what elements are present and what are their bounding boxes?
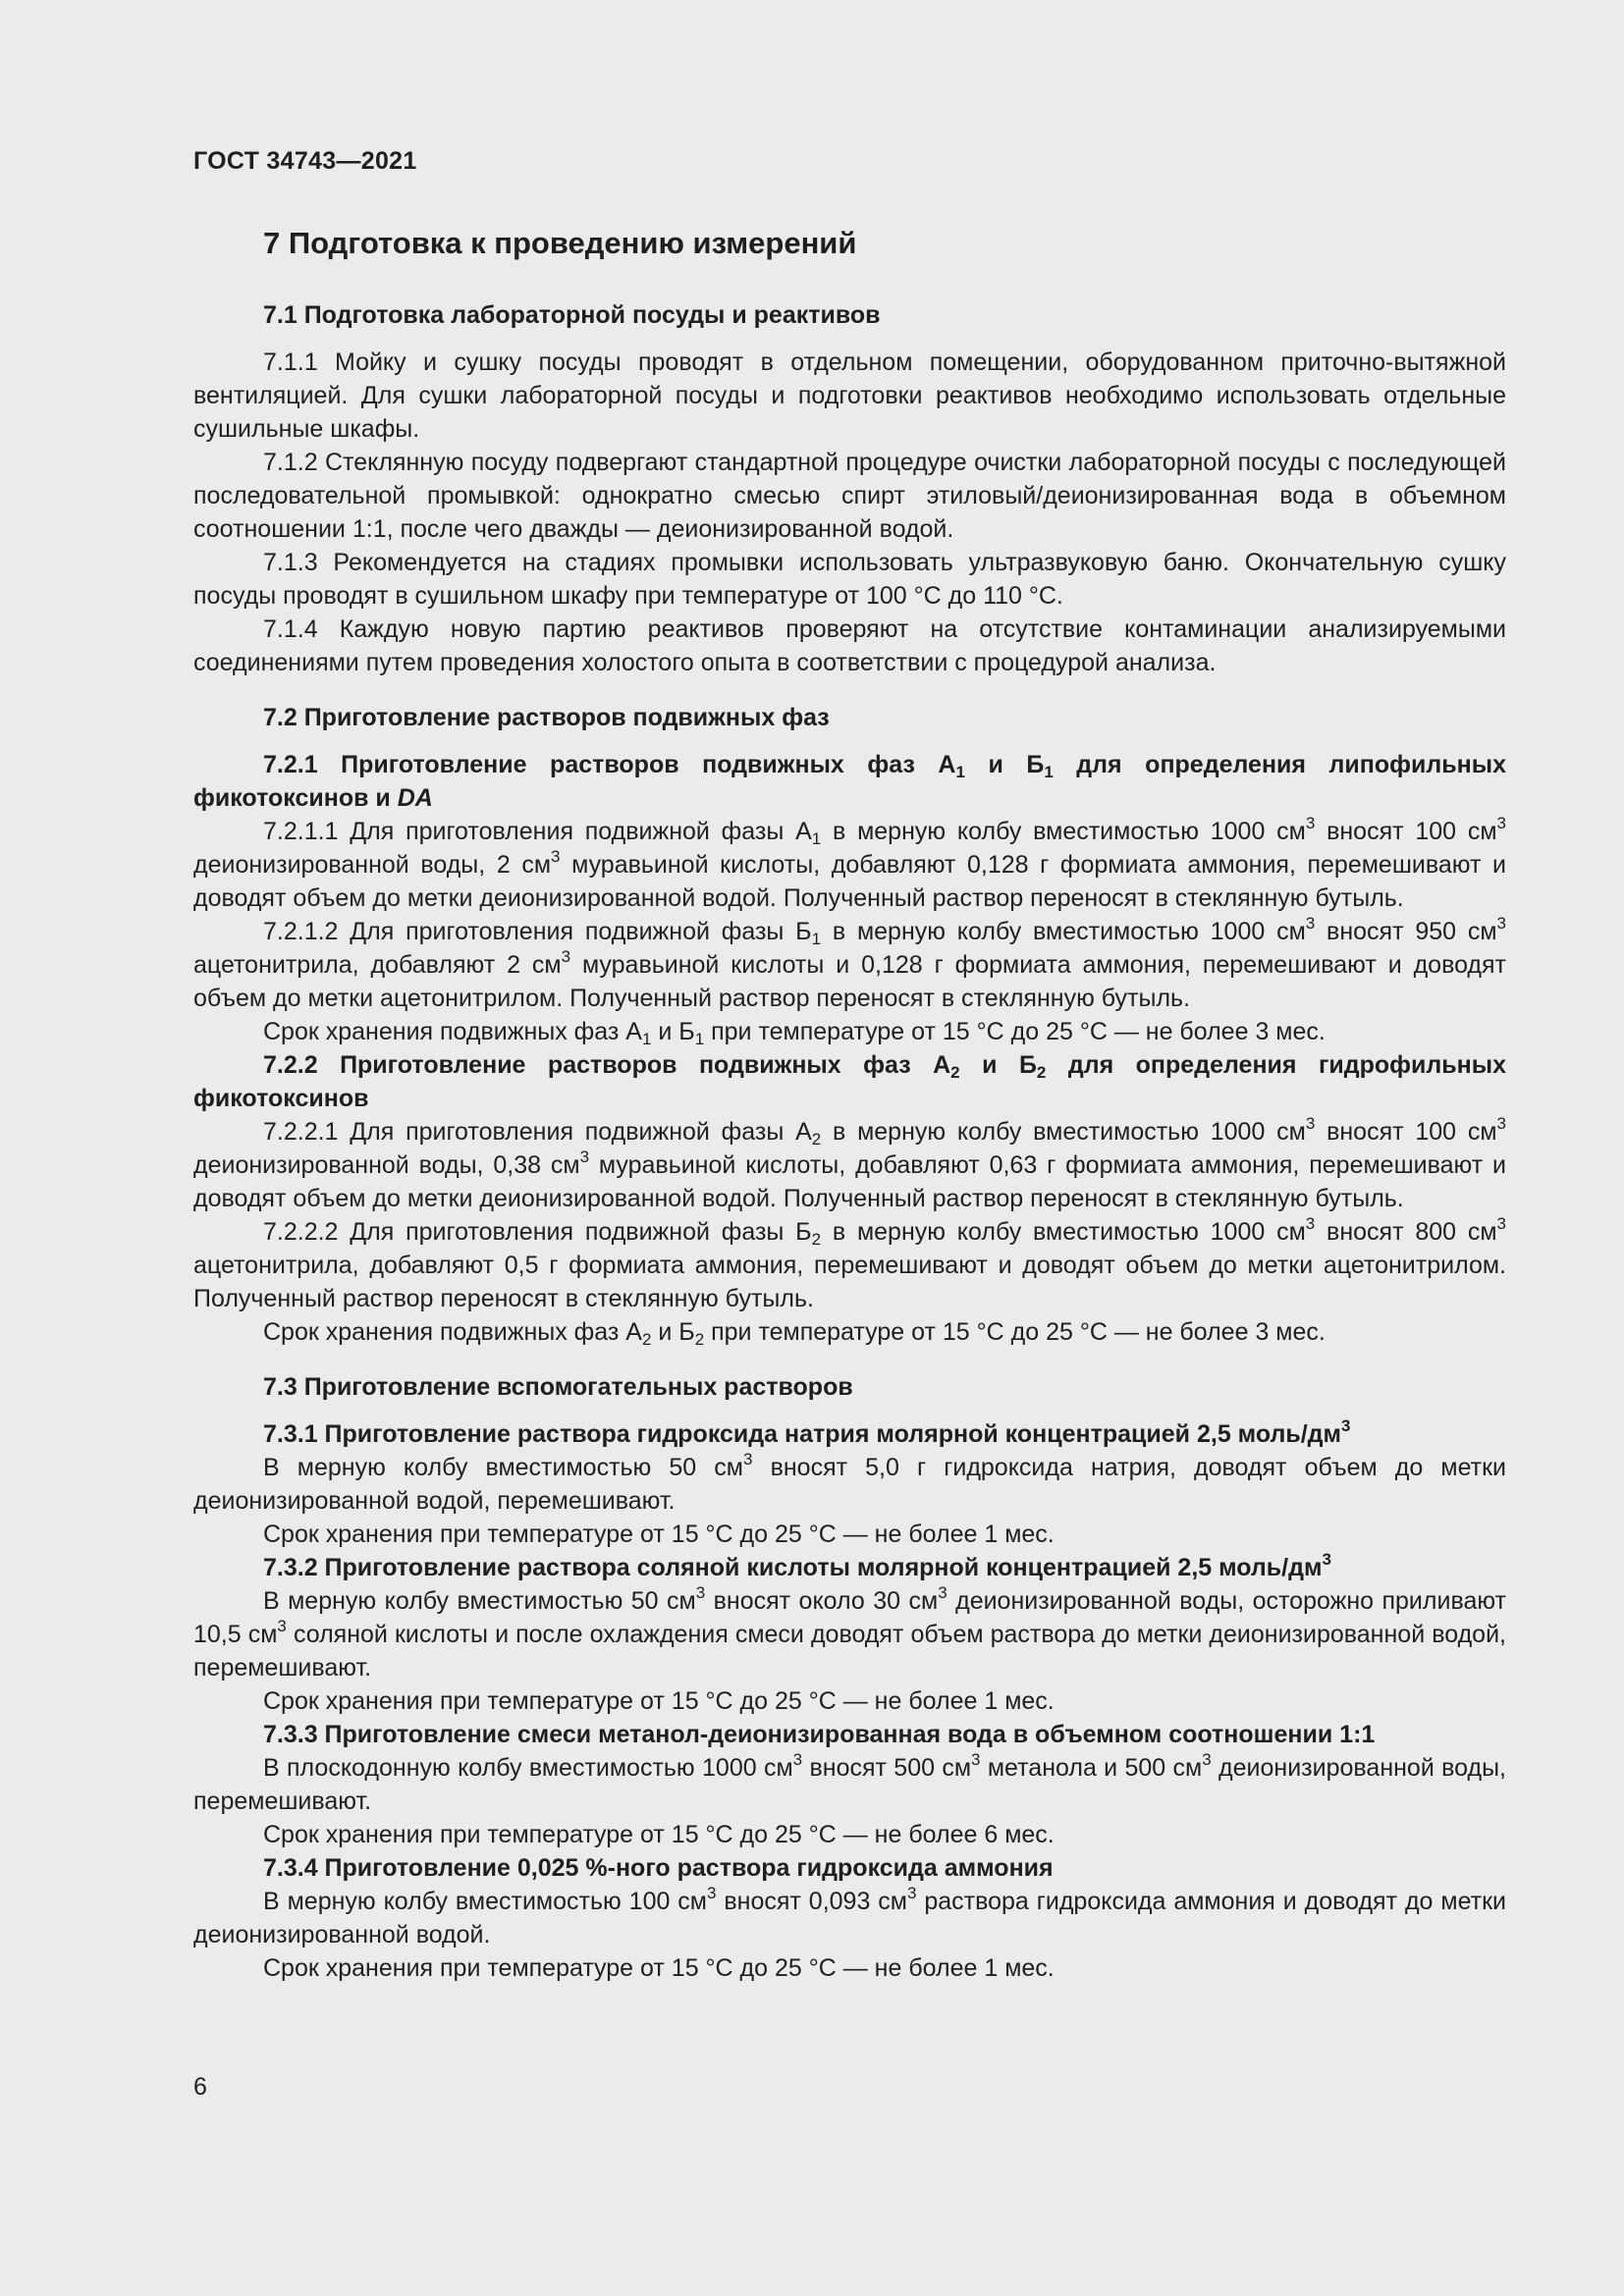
heading-7-2-1: 7.2.1 Приготовление растворов подвижных фаз $А_1$ и $Б_1$ для определения липофильных фикотоксинов и DA [193,751,1506,812]
paragraph-7-1-4: 7.1.4 Каждую новую партию реактивов проверяют на отсутствие контаминации анализируемыми соединениями путем проведения холостого опыта в соответствии с процедурой анализа. [193,615,1506,676]
page-number: 6 [193,2073,207,2101]
storage-note-7-2-1: Срок хранения подвижных фаз $А_1$ и $Б_1$ при температуре от 15 °С до 25 °С — не более 3 мес. [263,1018,1326,1048]
paragraph-7-1-2: 7.1.2 Стеклянную посуду подвергают стандартной процедуре очистки лабораторной посуды с последующей последовательной промывкой: однократно смесью спирт этиловый/деионизированная вода в объемном соотношении 1:1, после чего дважды — деионизированной водой. [193,449,1506,543]
paragraph-7-3-3: В плоскодонную колбу вместимостью 1000 $см^3$ вносят 500 $см^3$ метанола и 500 $см^3$ деионизированной воды, перемешивают. [193,1750,1506,1815]
section-7-2 [193,701,1506,1349]
section-7-3 [193,1370,1506,1985]
heading-7-2-2: 7.2.2 Приготовление растворов подвижных фаз $А_2$ и $Б_2$ для определения гидрофильных фикотоксинов [193,1051,1507,1112]
storage-note-7-3-1: Срок хранения при температуре от 15 °С до 25 °С — не более 1 мес. [263,1521,1055,1548]
section-7-2-title: 7.2 Приготовление растворов подвижных фаз [263,704,830,731]
paragraph-7-3-1: В мерную колбу вместимостью 50 $см^3$ вносят 5,0 г гидроксида натрия, доводят объем до метки деионизированной водой, перемешивают. [193,1450,1506,1515]
paragraph-7-1-3: 7.1.3 Рекомендуется на стадиях промывки использовать ультразвуковую баню. Окончательную сушку посуды проводят в сушильном шкафу при температуре от 100 °С до 110 °С. [193,549,1506,610]
storage-note-7-3-4: Срок хранения при температуре от 15 °С до 25 °С — не более 1 мес. [263,1954,1055,1982]
heading-7-3-2: 7.3.2 Приготовление раствора соляной кислоты молярной концентрацией 2,5 моль/$дм^3$ [263,1550,1331,1581]
storage-note-7-2-2: Срок хранения подвижных фаз $А_2$ и $Б_2$ при температуре от 15 °С до 25 °С — не более 3 мес. [263,1318,1326,1349]
section-7-3-title: 7.3 Приготовление вспомогательных растворов [263,1373,853,1401]
paragraph-7-3-4: В мерную колбу вместимостью 100 $см^3$ вносят 0,093 $см^3$ раствора гидроксида аммония и доводят до метки деионизированной водой. [193,1884,1506,1949]
section-7-title: 7 Подготовка к проведению измерений [263,226,857,260]
paragraph-7-2-2-1: 7.2.2.1 Для приготовления подвижной фазы $А_2$ в мерную колбу вместимостью 1000 $см^3$ вносят 100 $см^3$ деионизированной воды, 0,38 $см^3$ муравьиной кислоты, добавляют 0,63 г формиата аммония, перемешивают и доводят объем до метки деионизированной водой. Полученный раствор переносят в стеклянную бутыль. [193,1114,1506,1212]
paragraph-7-2-1-1: 7.2.1.1 Для приготовления подвижной фазы $А_1$ в мерную колбу вместимостью 1000 $см^3$ вносят 100 $см^3$ деионизированной воды, 2 $см^3$ муравьиной кислоты, добавляют 0,128 г формиата аммония, перемешивают и доводят объем до метки деионизированной водой. Полученный раствор переносят в стеклянную бутыль. [193,814,1506,912]
paragraph-7-2-2-2: 7.2.2.2 Для приготовления подвижной фазы $Б_2$ в мерную колбу вместимостью 1000 $см^3$ вносят 800 $см^3$ ацетонитрила, добавляют 0,5 г формиата аммония, перемешивают и доводят объем до метки ацетонитрилом. Полученный раствор переносят в стеклянную бутыль. [193,1214,1506,1312]
storage-note-7-3-2: Срок хранения при температуре от 15 °С до 25 °С — не более 1 мес. [263,1687,1055,1715]
heading-7-3-4: 7.3.4 Приготовление 0,025 %-ного раствора гидроксида аммония [263,1854,1054,1882]
heading-7-3-1: 7.3.1 Приготовление раствора гидроксида натрия молярной концентрацией 2,5 моль/$дм^3$ [263,1416,1351,1448]
document-header: ГОСТ 34743—2021 [193,147,417,175]
paragraph-7-1-1: 7.1.1 Мойку и сушку посуды проводят в отдельном помещении, оборудованном приточно-вытяжной вентиляцией. Для сушки лабораторной посуды и подготовки реактивов необходимо использовать отдельные сушильные шкафы. [193,348,1506,443]
paragraph-7-3-2: В мерную колбу вместимостью 50 $см^3$ вносят около 30 $см^3$ деионизированной воды, осторожно приливают 10,5 $см^3$ соляной кислоты и после охлаждения смеси доводят объем раствора до метки деионизированной водой, перемешивают. [193,1583,1506,1682]
page-content [193,224,1506,1985]
storage-note-7-3-3: Срок хранения при температуре от 15 °С до 25 °С — не более 6 мес. [263,1821,1055,1848]
heading-7-3-3: 7.3.3 Приготовление смеси метанол-деионизированная вода в объемном соотношении 1:1 [263,1721,1376,1748]
paragraph-7-2-1-2: 7.2.1.2 Для приготовления подвижной фазы $Б_1$ в мерную колбу вместимостью 1000 $см^3$ вносят 950 $см^3$ ацетонитрила, добавляют 2 $см^3$ муравьиной кислоты и 0,128 г формиата аммония, перемешивают и доводят объем до метки ацетонитрилом. Полученный раствор переносят в стеклянную бутыль. [193,914,1506,1012]
section-7-1-title: 7.1 Подготовка лабораторной посуды и реактивов [263,301,881,329]
